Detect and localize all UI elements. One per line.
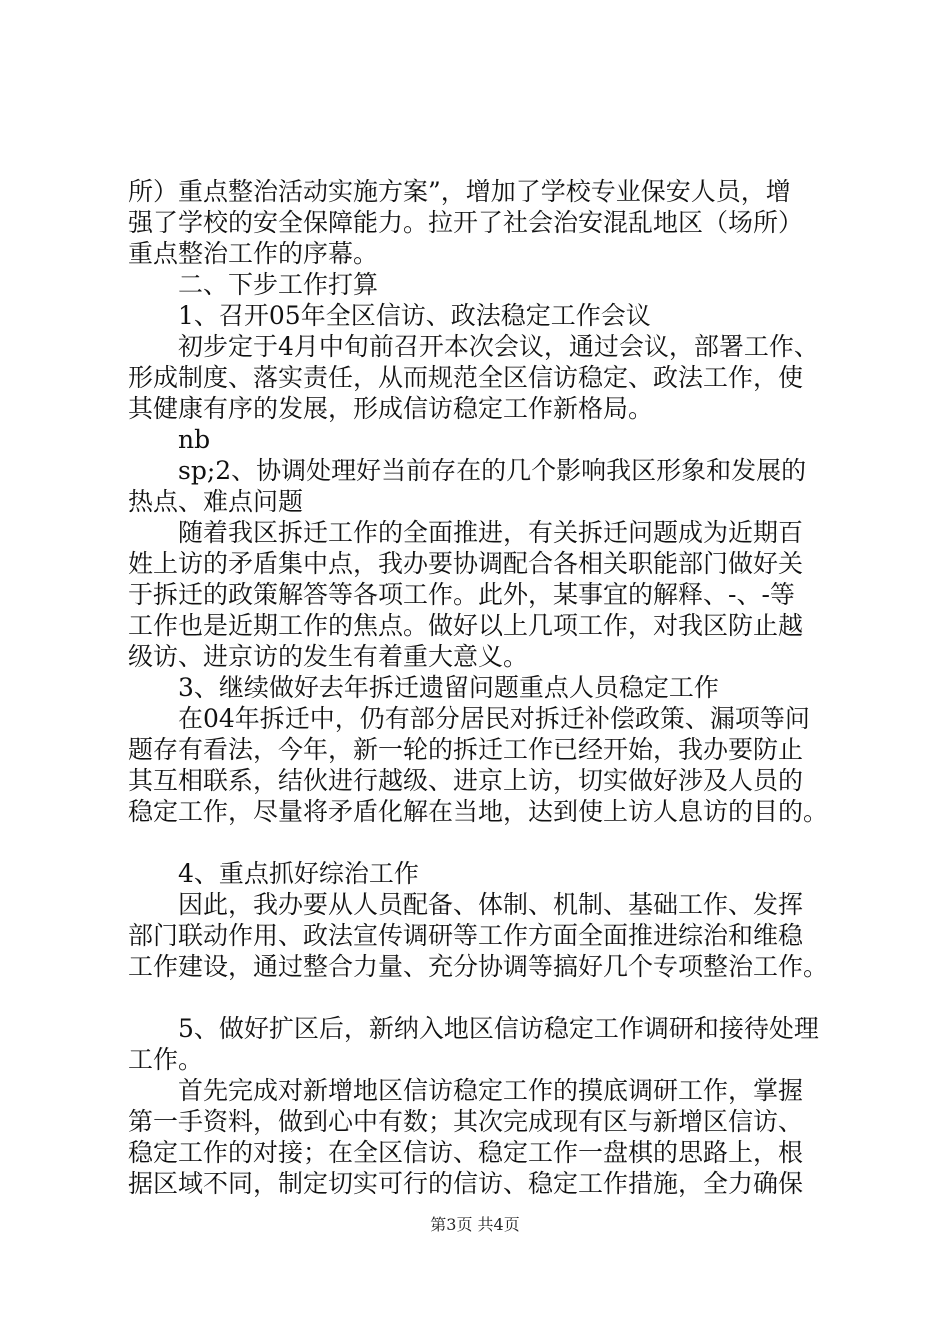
text-line: 于拆迁的政策解答等各项工作。此外，某事宜的解释、-、-等 <box>128 580 795 609</box>
blank-line <box>128 827 838 858</box>
text-line: 稳定工作的对接；在全区信访、稳定工作一盘棋的思路上，根 <box>128 1138 804 1167</box>
text-line: nb <box>178 425 211 454</box>
section-heading: 二、下步工作打算 <box>178 270 379 299</box>
text-line: 姓上访的矛盾集中点，我办要协调配合各相关职能部门做好关 <box>128 549 804 578</box>
text-line: 据区域不同，制定切实可行的信访、稳定工作措施，全力确保 <box>128 1169 804 1198</box>
text-line: 形成制度、落实责任，从而规范全区信访稳定、政法工作，使 <box>128 363 804 392</box>
text-line: 工作。 <box>128 1045 204 1074</box>
text-line: 因此，我办要从人员配备、体制、机制、基础工作、发挥 <box>178 890 804 919</box>
item-heading: 1、召开05年全区信访、政法稳定工作会议 <box>178 301 651 330</box>
text-line: 其互相联系，结伙进行越级、进京上访，切实做好涉及人员的 <box>128 766 804 795</box>
text-line: 第一手资料，做到心中有数；其次完成现有区与新增区信访、 <box>128 1107 804 1136</box>
text-line: 题存有看法，今年，新一轮的拆迁工作已经开始，我办要防止 <box>128 735 804 764</box>
page-footer: 第3页 共4页 <box>430 1215 520 1234</box>
text-line: 强了学校的安全保障能力。拉开了社会治安混乱地区（场所） <box>128 208 804 237</box>
item-heading: 5、做好扩区后，新纳入地区信访稳定工作调研和接待处理 <box>178 1014 819 1043</box>
text-line: 部门联动作用、政法宣传调研等工作方面全面推进综治和维稳 <box>128 921 804 950</box>
item-heading: sp;2、协调处理好当前存在的几个影响我区形象和发展的 <box>178 456 807 485</box>
blank-line <box>128 982 838 1013</box>
text-line: 其健康有序的发展，形成信访稳定工作新格局。 <box>128 394 654 423</box>
item-heading: 4、重点抓好综治工作 <box>178 859 419 888</box>
text-line: 工作建设，通过整合力量、充分协调等搞好几个专项整治工作。 <box>128 952 829 981</box>
text-line: 级访、进京访的发生有着重大意义。 <box>128 642 529 671</box>
text-line: 工作也是近期工作的焦点。做好以上几项工作，对我区防止越 <box>128 611 804 640</box>
text-line: 稳定工作，尽量将矛盾化解在当地，达到使上访人息访的目的。 <box>128 797 829 826</box>
document-body <box>128 176 838 1199</box>
text-line: 初步定于4月中旬前召开本次会议，通过会议，部署工作、 <box>178 332 819 361</box>
text-line: 在04年拆迁中，仍有部分居民对拆迁补偿政策、漏项等问 <box>178 704 810 733</box>
text-line: 重点整治工作的序幕。 <box>128 239 379 268</box>
text-line: 所）重点整治活动实施方案”，增加了学校专业保安人员，增 <box>128 177 791 206</box>
item-heading: 3、继续做好去年拆迁遗留问题重点人员稳定工作 <box>178 673 719 702</box>
text-line: 首先完成对新增地区信访稳定工作的摸底调研工作，掌握 <box>178 1076 804 1105</box>
text-line: 热点、难点问题 <box>128 487 304 516</box>
text-line: 随着我区拆迁工作的全面推进，有关拆迁问题成为近期百 <box>178 518 804 547</box>
